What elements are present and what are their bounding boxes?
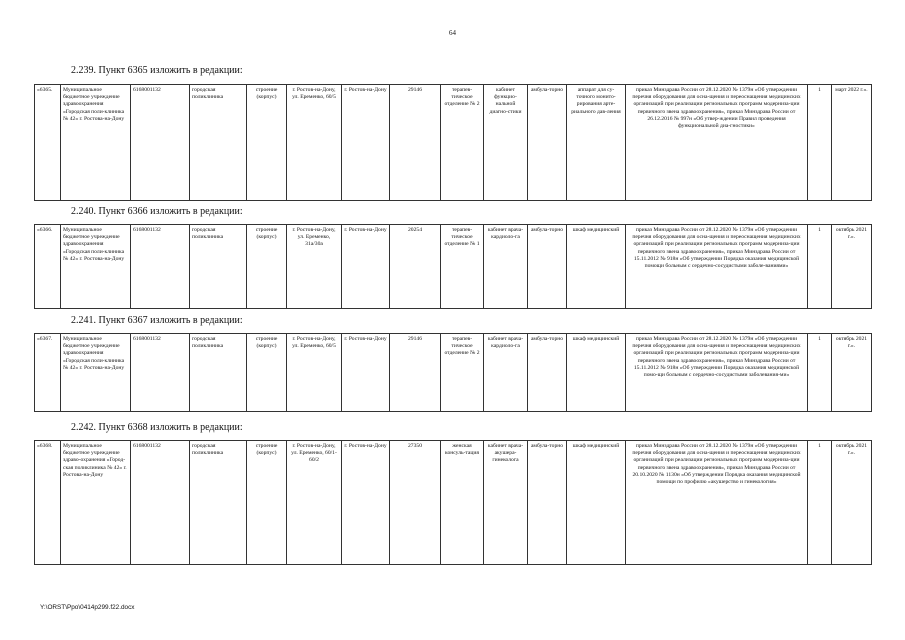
cell-num: «6365. [35,85,61,201]
table-row [34,224,872,309]
cell-type: городская поликлиника [190,225,247,309]
section-heading-2-240: 2.240. Пункт 6366 изложить в редакции: [71,206,243,217]
cell-equipment: шкаф медицинский [567,334,626,412]
cell-order: приказ Минздрава России от 28.12.2020 № 1379н «Об утверждении перечня оборудования для осна-щения и переоснащения медицинских организаций при реализации региональных программ модерниза-ции первичного звена здравоохранения», приказ Минздрава России от 20.10.2020 № 1130н «Об утверждении Порядка оказания медицинской помощи по профилю «акушерство и гинекология» [626,441,808,565]
cell-building: строение (корпус) [247,225,287,309]
page-number: 64 [449,29,456,37]
cell-building: строение (корпус) [247,441,287,565]
cell-equipment: шкаф медицинский [567,441,626,565]
cell-order: приказ Минздрава России от 28.12.2020 № 1379н «Об утверждении перечня оборудования для осна-щения и переоснащения медицинских организаций при реализации региональных программ модерниза-ции первичного звена здравоохранения», приказ Минздрава России от 15.11.2012 № 918н «Об утверждении Порядка оказания медицинской помо-щи больным с сердечно-сосудистыми заболевания-ми» [626,334,808,412]
cell-order: приказ Минздрава России от 28.12.2020 № 1379н «Об утверждении перечня оборудования для осна-щения и переоснащения медицинских организаций при реализации региональных программ модерниза-ции первичного звена здравоохранения», приказ Минздрава России от 26.12.2016 № 997н «Об утвер-ждении Правил проведения функциональной диа-гностики» [626,85,808,201]
cell-inn: 6168001132 [131,225,190,309]
cell-dept: терапев-тическое отделение № 1 [441,225,484,309]
cell-qty: 1 [808,334,832,412]
cell-city: г. Ростов-на-Дону [342,441,390,565]
cell-org: Муниципальное бюджетное учреждение здравоохранения «Городская поли-клиника № 42» г. Ростова-на-Дону [61,85,131,201]
cell-city: г. Ростов-на-Дону [342,334,390,412]
cell-dept: терапев-тическое отделение № 2 [441,85,484,201]
cell-address: г. Ростов-на-Дону, ул. Еременко, 60/5 [287,334,342,412]
cell-type: городская поликлиника [190,85,247,201]
cell-equipment: шкаф медицинский [567,225,626,309]
cell-qty: 1 [808,225,832,309]
cell-mode: амбула-торно [528,225,567,309]
cell-code: 29146 [390,334,441,412]
section-heading-2-241: 2.241. Пункт 6367 изложить в редакции: [71,315,243,326]
cell-dept: женская консуль-тация [441,441,484,565]
cell-mode: амбула-торно [528,441,567,565]
cell-dept: терапев-тическое отделение № 2 [441,334,484,412]
cell-date: октябрь 2021 г.». [832,225,872,309]
table-row [34,333,872,412]
cell-qty: 1 [808,85,832,201]
file-path-footer: Y:\ORST\Ppo\0414p299.f22.docx [40,604,135,611]
cell-code: 29146 [390,85,441,201]
cell-address: г. Ростов-на-Дону, ул. Еременко, 60/5 [287,85,342,201]
cell-org: Муниципальное бюджетное учреждение здравоохранения «Городская поли-клиника № 42» г. Ростова-на-Дону [61,225,131,309]
cell-room: кабинет врача-акушера-гинеколога [484,441,528,565]
table-row [34,84,872,201]
table-row [34,440,872,565]
cell-room: кабинет врача-кардиоло-га [484,334,528,412]
cell-org: Муниципальное бюджетное учреждение здраво-охранения «Город-ская поликлиника № 42» г. Ростова-на-Дону [61,441,131,565]
cell-mode: амбула-торно [528,85,567,201]
section-heading-2-239: 2.239. Пункт 6365 изложить в редакции: [71,65,243,76]
cell-date: октябрь 2021 г.». [832,334,872,412]
cell-order: приказ Минздрава России от 28.12.2020 № 1379н «Об утверждении перечня оборудования для осна-щения и переоснащения медицинских организаций при реализации региональных программ модерниза-ции первичного звена здравоохранения», приказ Минздрава России от 15.11.2012 № 918н «Об утверждении Порядка оказания медицинской помощи больным с сердечно-сосудистыми заболе-ваниями» [626,225,808,309]
cell-address: г. Ростов-на-Дону, ул. Еременко, 60/1-60/2 [287,441,342,565]
cell-date: март 2022 г.». [832,85,872,201]
cell-code: 27350 [390,441,441,565]
cell-qty: 1 [808,441,832,565]
cell-equipment: аппарат для су-точного монито-рирования арте-риального дав-ления [567,85,626,201]
cell-type: городская поликлиника [190,441,247,565]
cell-inn: 6168001132 [131,441,190,565]
cell-num: «6367. [35,334,61,412]
cell-room: кабинет врача-кардиоло-га [484,225,528,309]
cell-num: «6366. [35,225,61,309]
cell-room: кабинет функцио-нальной диагно-стики [484,85,528,201]
cell-type: городская поликлиника [190,334,247,412]
section-heading-2-242: 2.242. Пункт 6368 изложить в редакции: [71,422,243,433]
cell-building: строение (корпус) [247,85,287,201]
cell-mode: амбула-торно [528,334,567,412]
cell-num: «6368. [35,441,61,565]
cell-code: 20254 [390,225,441,309]
cell-date: октябрь 2021 г.». [832,441,872,565]
cell-address: г. Ростов-на-Дону, ул. Еременко, 31а/30а [287,225,342,309]
cell-org: Муниципальное бюджетное учреждение здравоохранения «Городская поли-клиника № 42» г. Ростова-на-Дону [61,334,131,412]
cell-building: строение (корпус) [247,334,287,412]
cell-city: г. Ростов-на-Дону [342,225,390,309]
cell-inn: 6168001132 [131,334,190,412]
cell-city: г. Ростов-на-Дону [342,85,390,201]
cell-inn: 6168001132 [131,85,190,201]
